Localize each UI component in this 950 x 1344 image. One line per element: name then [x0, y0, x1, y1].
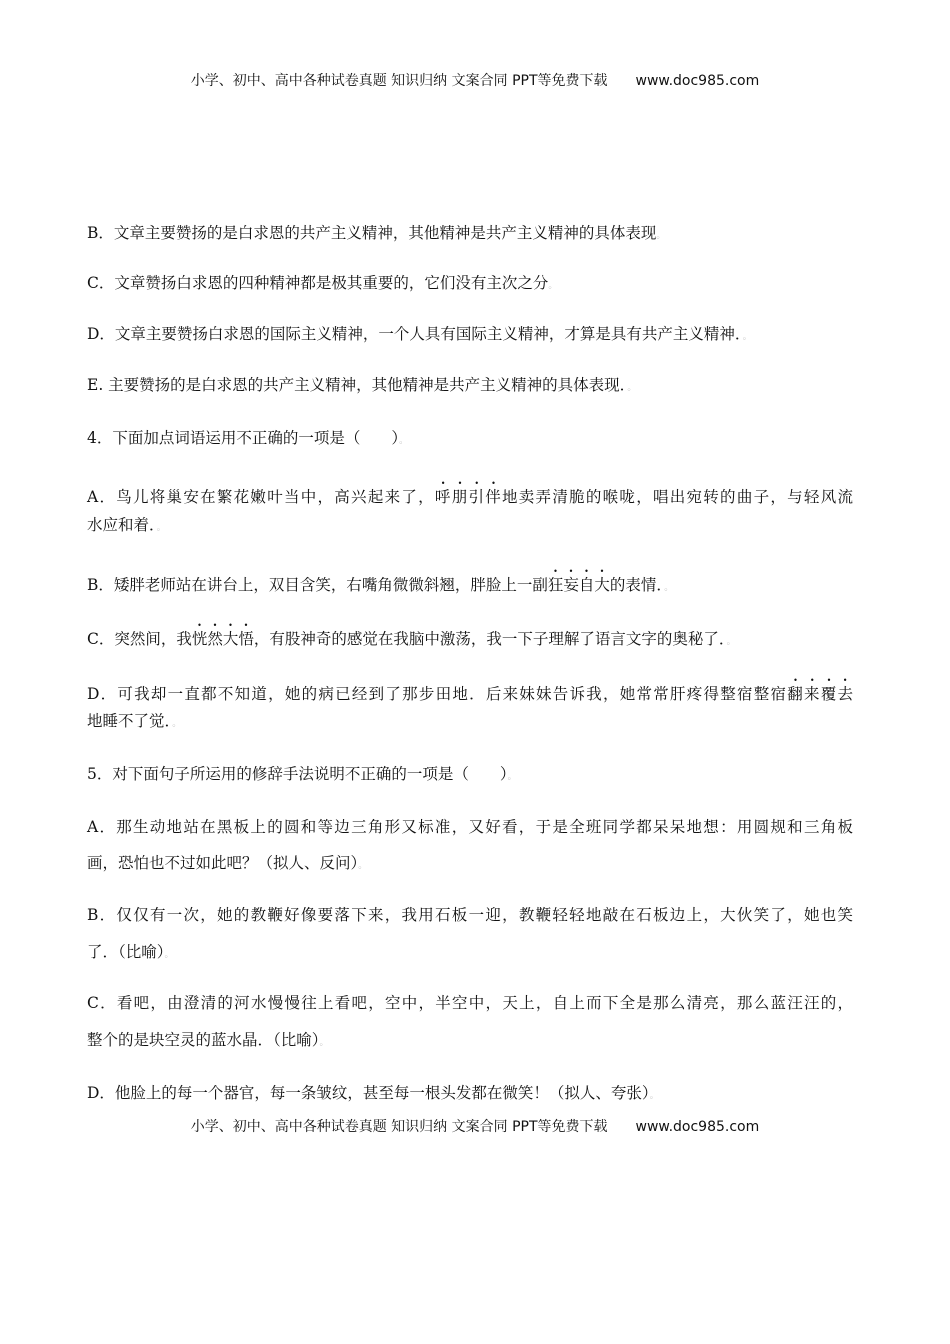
q3-option-c — [87, 273, 557, 296]
text-segment: 呼朋引伴 — [434, 488, 503, 506]
text-segment: B．仅仅有一次，她的教鞭好像要落下来，我用石板一迎，教鞭轻轻地敲在石板边上，大伙笑了，她也笑 — [87, 906, 853, 924]
text-segment: D．他脸上的每一个器官，每一条皱纹，甚至每一根头发都在微笑！（拟人、夸张） — [87, 1084, 650, 1102]
text-segment: ，有股神奇的感觉在我脑中激荡，我一下子理解了语言文字的奥秘了． — [253, 630, 727, 648]
q5-option-c — [87, 993, 853, 1013]
text-segment: 。 — [164, 950, 174, 960]
q5-option-b — [87, 905, 853, 925]
text-segment: 。 — [507, 772, 517, 782]
text-segment: A．鸟儿将巢安在繁花嫩叶当中，高兴起来了， — [87, 488, 435, 506]
q4-option-d — [87, 676, 853, 704]
text-segment: 水应和着． — [87, 516, 157, 534]
q5-option-b-cont — [87, 942, 174, 965]
footer-url: www.doc985.com — [635, 1119, 760, 1135]
q4-option-b — [87, 567, 673, 598]
text-segment: D．文章主要赞扬白求恩的国际主义精神，一个人具有国际主义精神，才算是具有共产主义精神． — [87, 325, 743, 343]
q5-stem — [87, 764, 517, 787]
q4-option-c — [87, 621, 736, 652]
header-url: www.doc985.com — [635, 73, 760, 89]
text-segment: A．那生动地站在黑板上的圆和等边三角形又标准，又好看，于是全班同学都呆呆地想：用圆规和三角板 — [87, 818, 853, 836]
text-segment: 。 — [627, 383, 637, 393]
text-segment: 。 — [172, 719, 182, 729]
text-segment: 。 — [319, 1038, 329, 1048]
text-segment: B．矮胖老师站在讲台上，双目含笑，右嘴角微微斜翘，胖脸上一副 — [87, 576, 548, 594]
text-segment: 。 — [726, 637, 736, 647]
footer-text: 小学、初中、高中各种试卷真题 知识归纳 文案合同 PPT等免费下载 — [190, 1119, 608, 1135]
text-segment: C．文章赞扬白求恩的四种精神都是极其重要的，它们没有主次之分 — [87, 274, 549, 292]
text-segment: 了．（比喻） — [87, 943, 165, 961]
q3-option-d — [87, 324, 752, 347]
page-header — [0, 70, 950, 90]
text-segment: 。 — [548, 281, 558, 291]
q3-option-e — [87, 375, 636, 398]
text-segment: 。 — [742, 332, 752, 342]
q5-option-c-cont — [87, 1030, 329, 1053]
text-segment: 地卖弄清脆的喉咙，唱出宛转的曲子，与轻风流 — [502, 488, 853, 506]
text-segment: 整个的是块空灵的蓝水晶．（比喻） — [87, 1031, 320, 1049]
q3-option-b — [87, 223, 665, 246]
q5-option-a-cont — [87, 853, 367, 876]
q5-option-a — [87, 817, 853, 837]
text-segment: 的表情． — [609, 576, 665, 594]
q4-stem — [87, 428, 408, 451]
text-segment: 画，恐怕也不过如此吧？（拟人、反问） — [87, 854, 359, 872]
text-segment: C．看吧，由澄清的河水慢慢往上看吧，空中，半空中，天上，自上而下全是那么清亮，那么蓝汪汪的， — [87, 994, 853, 1012]
text-segment: 。 — [156, 523, 166, 533]
text-segment: C．突然间，我 — [87, 630, 192, 648]
text-segment: 狂妄自大 — [547, 576, 610, 594]
header-text: 小学、初中、高中各种试卷真题 知识归纳 文案合同 PPT等免费下载 — [190, 73, 608, 89]
page-footer — [0, 1116, 950, 1136]
text-segment: D．可我却一直都不知道，她的病已经到了那步田地．后来妹妹告诉我，她常常肝疼得整宿整宿 — [87, 685, 788, 703]
text-segment: 5．对下面句子所运用的修辞手法说明不正确的一项是（ ） — [87, 765, 508, 783]
text-segment: 。 — [656, 231, 666, 241]
text-segment: 地睡不了觉． — [87, 712, 173, 730]
text-segment: 翻来覆去 — [787, 685, 853, 703]
text-segment: E. 主要赞扬的是白求恩的共产主义精神，其他精神是共产主义精神的具体表现． — [87, 376, 628, 394]
text-segment: 。 — [399, 436, 409, 446]
q4-option-a-cont — [87, 515, 166, 538]
text-segment: 。 — [664, 583, 674, 593]
q4-option-d-cont — [87, 711, 181, 734]
text-segment: 。 — [649, 1091, 659, 1101]
text-segment: 。 — [358, 861, 368, 871]
text-segment: 4．下面加点词语运用不正确的一项是（ ） — [87, 429, 400, 447]
text-segment: B．文章主要赞扬的是白求恩的共产主义精神，其他精神是共产主义精神的具体表现 — [87, 224, 657, 242]
q5-option-d — [87, 1083, 659, 1106]
text-segment: 恍然大悟 — [191, 630, 254, 648]
q4-option-a — [87, 479, 853, 507]
